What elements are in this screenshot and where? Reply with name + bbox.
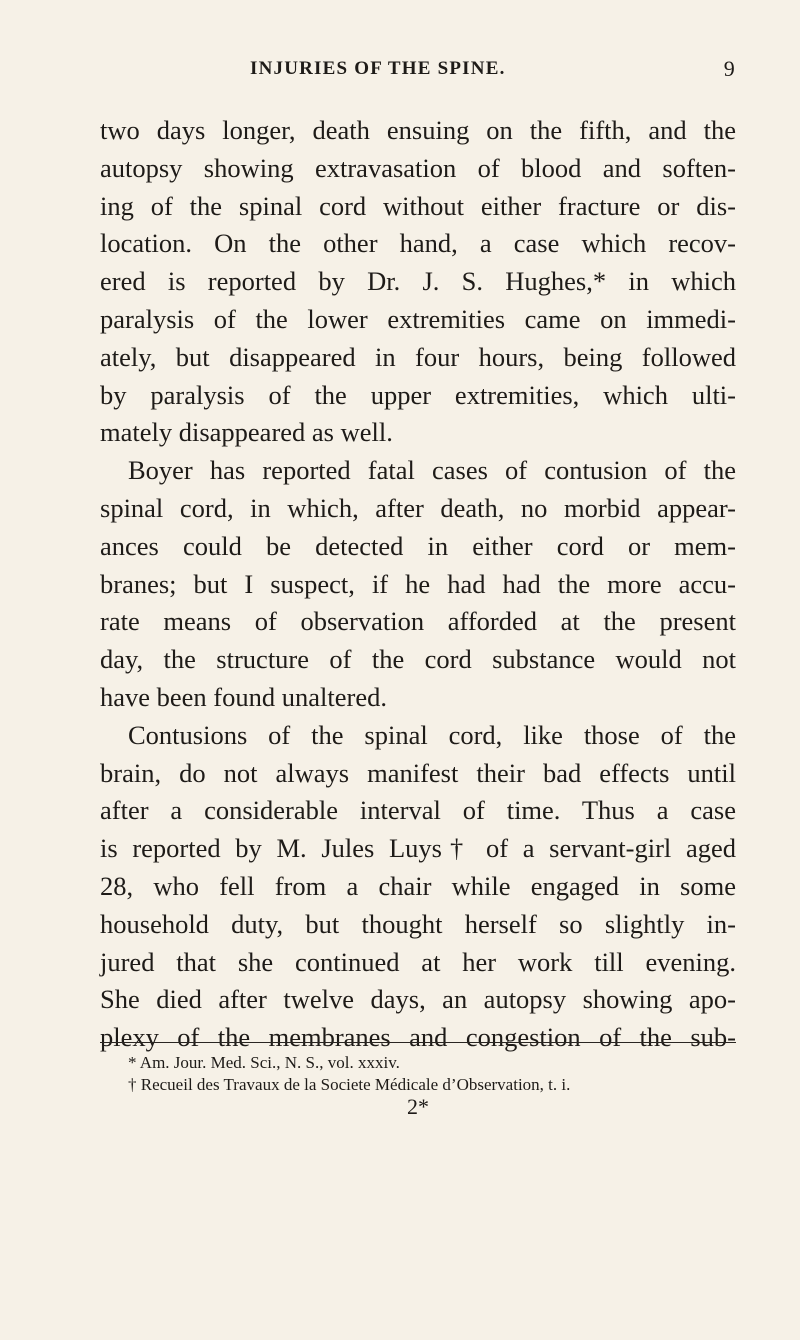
text-line: plexy of the membranes and congestion of the sub- <box>100 1022 736 1053</box>
text-line: location. On the other hand, a case which recov- <box>100 228 736 259</box>
text-line: 28, who fell from a chair while engaged in some <box>100 870 736 901</box>
text-line: Boyer has reported fatal cases of contusion of the <box>128 455 736 486</box>
text-line: day, the structure of the cord substance would not <box>100 644 736 675</box>
footnotes <box>100 1052 736 1096</box>
text-line: rate means of observation afforded at the present <box>100 606 736 637</box>
text-line: have been found unaltered. <box>100 681 387 712</box>
text-line: ered is reported by Dr. J. S. Hughes,* in which <box>100 266 736 297</box>
text-line: autopsy showing extravasation of blood and soften- <box>100 152 736 183</box>
text-line: by paralysis of the upper extremities, which ulti- <box>100 379 736 410</box>
running-head <box>100 58 736 84</box>
text-line: brain, do not always manifest their bad effects until <box>100 757 736 788</box>
page-number: 9 <box>723 56 736 81</box>
text-line: after a considerable interval of time. Thus a case <box>100 795 736 826</box>
footnote: † Recueil des Travaux de la Societe Médicale d’Observation, t. i. <box>128 1075 571 1094</box>
running-head-title: INJURIES OF THE SPINE. <box>250 58 506 79</box>
text-line: She died after twelve days, an autopsy showing apo- <box>100 984 736 1015</box>
signature-mark: 2* <box>407 1094 429 1119</box>
text-line: Contusions of the spinal cord, like those of the <box>128 719 736 750</box>
footnote-rule <box>100 1042 736 1043</box>
text-line: paralysis of the lower extremities came on immedi- <box>100 303 736 334</box>
text-line: jured that she continued at her work till evening. <box>100 946 736 977</box>
text-line: branes; but I suspect, if he had had the more accu- <box>100 568 736 599</box>
body-text <box>100 112 736 1057</box>
text-line: is reported by M. Jules Luys† of a servant-girl aged <box>100 833 736 864</box>
text-line: ances could be detected in either cord or mem- <box>100 530 736 561</box>
text-line: ately, but disappeared in four hours, being followed <box>100 341 736 372</box>
footnote: * Am. Jour. Med. Sci., N. S., vol. xxxiv. <box>128 1053 400 1072</box>
text-line: spinal cord, in which, after death, no morbid appear- <box>100 492 736 523</box>
text-line: two days longer, death ensuing on the fifth, and the <box>100 115 736 145</box>
text-line: household duty, but thought herself so slightly in- <box>100 908 736 939</box>
text-line: ing of the spinal cord without either fracture or dis- <box>100 190 736 221</box>
text-line: mately disappeared as well. <box>100 417 393 448</box>
